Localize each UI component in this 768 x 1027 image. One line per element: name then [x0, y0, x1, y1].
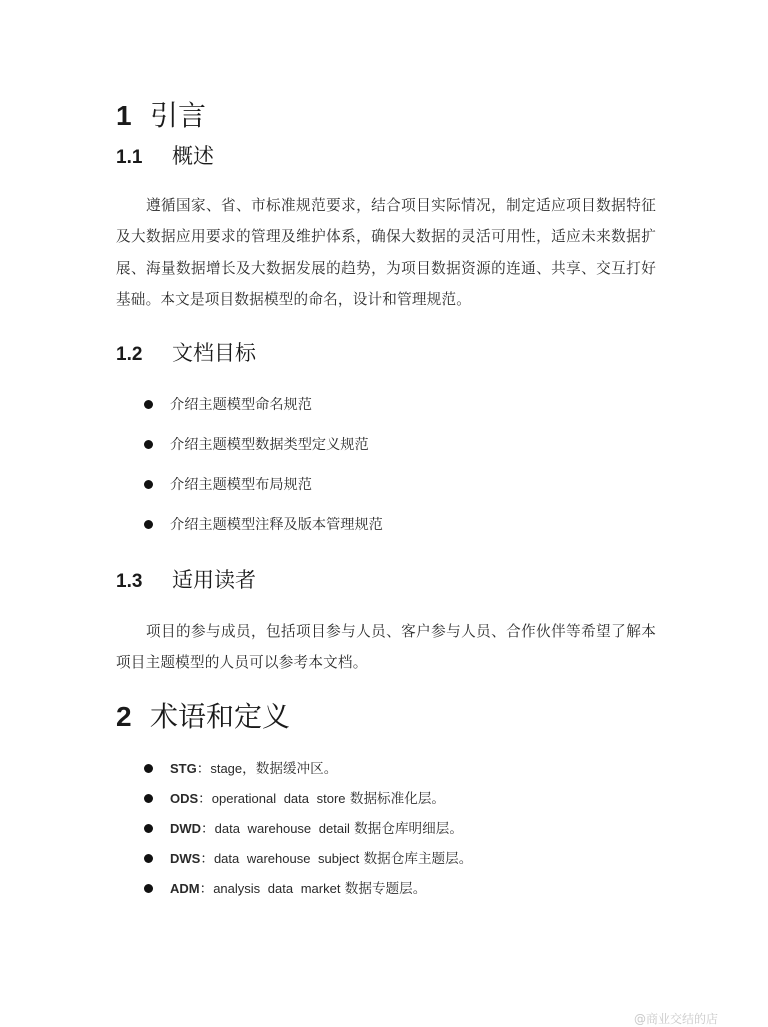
- bullet-icon: [144, 794, 153, 803]
- term-description: 数据专题层。: [340, 881, 427, 897]
- heading-section-1-1: [116, 142, 214, 172]
- heading-number: 1.1: [116, 147, 143, 168]
- overview-paragraph: 遵循国家、省、市标准规范要求，结合项目实际情况，制定适应项目数据特征及大数据应用要求的管理及维护体系，确保大数据的灵活可用性，适应未来数据扩展、海量数据增长及大数据发展的趋势，为项目数据资源的连通、共享、交互打好基础。本文是项目数据模型的命名，设计和管理规范。: [116, 197, 656, 308]
- bullet-icon: [144, 480, 153, 489]
- list-item: [144, 385, 383, 425]
- term-english: data warehouse detail: [214, 821, 350, 836]
- list-item: [144, 505, 383, 545]
- list-item-text: 介绍主题模型命名规范: [170, 397, 312, 413]
- term-english: analysis data market: [213, 881, 341, 896]
- heading-title: 概述: [172, 144, 214, 168]
- term-description: 数据仓库明细层。: [349, 821, 463, 837]
- terms-list: [144, 754, 472, 904]
- term-description: 数据仓库主题层。: [359, 851, 473, 867]
- term-separator: ：: [201, 821, 215, 837]
- term-abbr: DWD: [170, 821, 202, 836]
- term-separator: ：: [200, 851, 214, 867]
- heading-section-1: [116, 99, 206, 133]
- heading-title: 引言: [150, 99, 207, 132]
- bullet-icon: [144, 824, 153, 833]
- bullet-icon: [144, 520, 153, 529]
- term-item: [144, 844, 472, 874]
- list-item: [144, 465, 383, 505]
- term-item: [144, 754, 472, 784]
- heading-title: 适用读者: [172, 568, 256, 592]
- readers-paragraph: 项目的参与成员，包括项目参与人员、客户参与人员、合作伙伴等希望了解本项目主题模型的人员可以参考本文档。: [116, 623, 656, 672]
- term-item: [144, 784, 472, 814]
- term-description: 数据标准化层。: [345, 791, 446, 807]
- heading-number: 2: [116, 701, 132, 732]
- list-item-text: 介绍主题模型布局规范: [170, 477, 312, 493]
- term-english: data warehouse subject: [213, 851, 360, 866]
- bullet-icon: [144, 440, 153, 449]
- list-item: [144, 425, 383, 465]
- term-item: [144, 814, 472, 844]
- bullet-icon: [144, 854, 153, 863]
- heading-section-1-3: [116, 566, 256, 596]
- term-abbr: DWS: [170, 851, 201, 866]
- term-abbr: STG: [170, 761, 197, 776]
- term-separator: ：: [196, 761, 211, 777]
- heading-section-2: [116, 700, 290, 734]
- heading-title: 术语和定义: [150, 700, 291, 733]
- list-item-text: 介绍主题模型数据类型定义规范: [170, 437, 369, 453]
- term-abbr: ODS: [170, 791, 199, 806]
- heading-number: 1.3: [116, 571, 143, 592]
- term-item: [144, 874, 472, 904]
- bullet-icon: [144, 884, 153, 893]
- list-item-text: 介绍主题模型注释及版本管理规范: [170, 517, 383, 533]
- heading-number: 1: [116, 100, 132, 131]
- bullet-icon: [144, 764, 153, 773]
- watermark: @商业交结的店: [634, 1012, 719, 1026]
- bullet-icon: [144, 400, 153, 409]
- term-description: ，数据缓冲区。: [242, 761, 338, 777]
- term-english: operational data store: [211, 791, 346, 806]
- goals-list: [144, 385, 383, 545]
- term-separator: ：: [198, 791, 212, 807]
- heading-title: 文档目标: [172, 341, 256, 365]
- heading-section-1-2: [116, 339, 256, 369]
- term-separator: ：: [199, 881, 214, 897]
- heading-number: 1.2: [116, 344, 143, 365]
- term-abbr: ADM: [170, 881, 200, 896]
- term-english: stage: [210, 761, 243, 776]
